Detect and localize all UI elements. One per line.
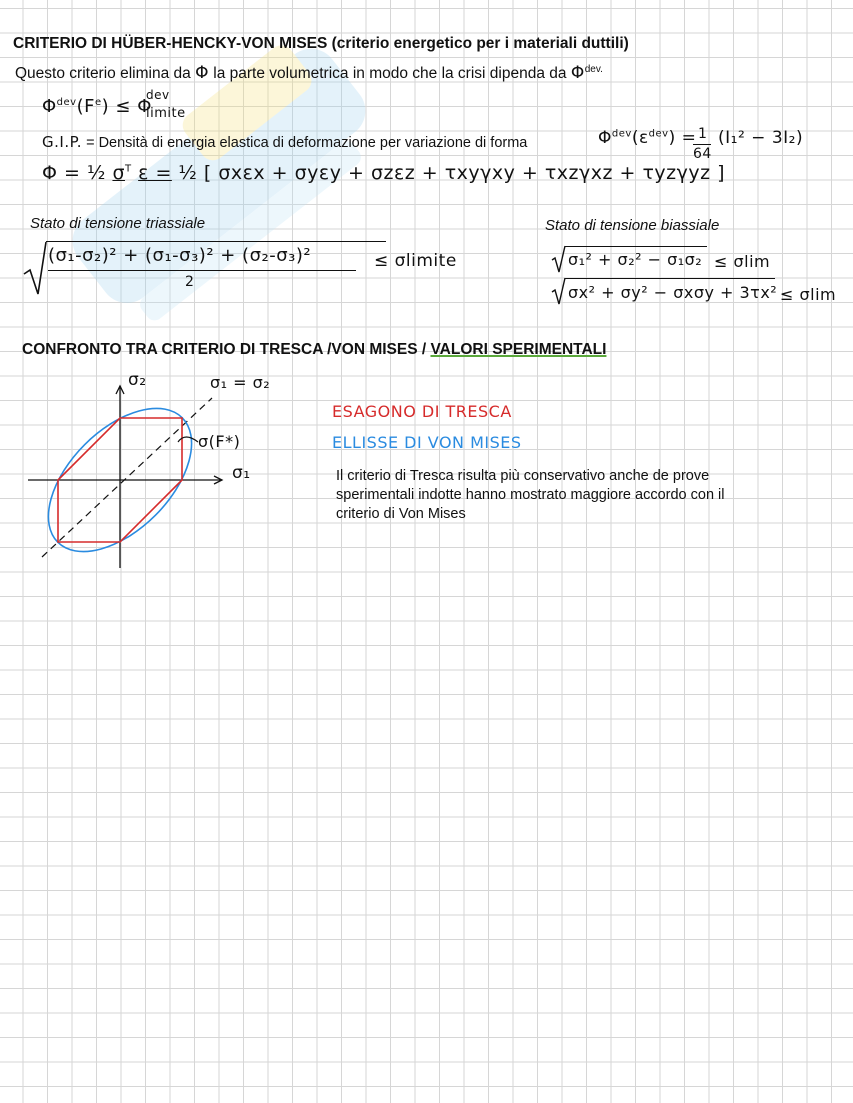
eq1-mid: (F	[76, 96, 95, 117]
eq1-dev: dev	[56, 97, 77, 108]
gip-rest: (I₁² − 3I₂)	[718, 128, 804, 148]
triaxial-rhs: ≤ σlimite	[374, 251, 457, 271]
conclusion-line-3: criterio di Von Mises	[336, 506, 466, 522]
section-title-von-mises: CRITERIO DI HÜBER-HENCKY-VON MISES (criterio energetico per i materiali duttili)	[13, 35, 629, 52]
gip-text: = Densità di energia elastica di deformazione per variazione di forma	[82, 135, 528, 151]
axis-label-sigma1: σ₁	[232, 463, 251, 483]
conclusion-line-2: sperimentali indotte hanno mostrato maggiore accordo con il	[336, 487, 725, 503]
gip-den-a: 6	[693, 146, 703, 162]
gip-phi: Φ	[598, 128, 612, 148]
phi-eq-eps: ε =	[138, 162, 172, 184]
phi-eq-left: Φ =	[42, 162, 81, 184]
eq1-e: e	[94, 97, 102, 108]
gip-den-b: 4	[702, 146, 712, 162]
legend-von-mises: ELLISSE DI VON MISES	[332, 433, 522, 452]
gip-arg-dev: dev	[648, 128, 669, 140]
eq1-phi: Φ	[42, 96, 57, 117]
comparison-title-a: CONFRONTO TRA CRITERIO DI TRESCA /VON MISES /	[22, 341, 431, 358]
gip-frac-num: 1	[698, 126, 708, 142]
eq1-close: ) ≤ Φ	[101, 96, 152, 117]
intro-part-b: la parte volumetrica in modo che la crisi dipenda da	[208, 65, 571, 82]
gip-dev: dev	[611, 128, 632, 140]
biaxial-eq2-inner: σx² + σy² − σxσy + 3τx²	[568, 283, 778, 302]
gip-label: G.I.P.	[42, 133, 83, 151]
phi-eq-half: ½	[86, 162, 106, 184]
phi-eq-T: T	[124, 163, 132, 175]
diagonal-label: σ₁ = σ₂	[210, 373, 271, 392]
phi-eq-sigma: σ	[112, 162, 125, 184]
biaxial-label: Stato di tensione biassiale	[545, 217, 720, 234]
point-leader	[178, 437, 198, 442]
triaxial-denominator: 2	[185, 274, 195, 290]
conclusion-text	[336, 467, 725, 524]
gip-eq: ) =	[668, 128, 697, 148]
dev-superscript: dev.	[584, 63, 603, 75]
point-label: σ(F*)	[198, 432, 241, 451]
triaxial-label: Stato di tensione triassiale	[30, 215, 206, 232]
eq1-limit: limite	[146, 106, 186, 121]
conclusion-line-1: Il criterio di Tresca risulta più conservativo anche de prove	[336, 468, 710, 484]
phi-symbol-2: Φ	[570, 63, 585, 83]
biaxial-eq1-inner: σ₁² + σ₂² − σ₁σ₂	[568, 250, 703, 269]
gip-arg: (ε	[631, 128, 649, 148]
phi-eq-half2: ½	[178, 162, 198, 184]
axis-label-sigma2: σ₂	[128, 370, 147, 390]
comparison-title-b: VALORI SPERIMENTALI	[430, 341, 607, 358]
biaxial-eq2-rhs: ≤ σlim	[780, 285, 837, 304]
eq1-limit-dev: dev	[146, 88, 170, 102]
triaxial-numerator: (σ₁-σ₂)² + (σ₁-σ₃)² + (σ₂-σ₃)²	[48, 245, 312, 266]
biaxial-eq1-rhs: ≤ σlim	[714, 252, 771, 271]
legend-tresca: ESAGONO DI TRESCA	[332, 402, 512, 421]
phi-symbol: Φ	[195, 63, 209, 83]
intro-part-a: Questo criterio elimina da	[15, 65, 196, 82]
phi-eq-bracket: [ σxεx + σyεy + σzεz + τxyγxy + τxzγxz + τyzγyz ]	[203, 162, 726, 184]
